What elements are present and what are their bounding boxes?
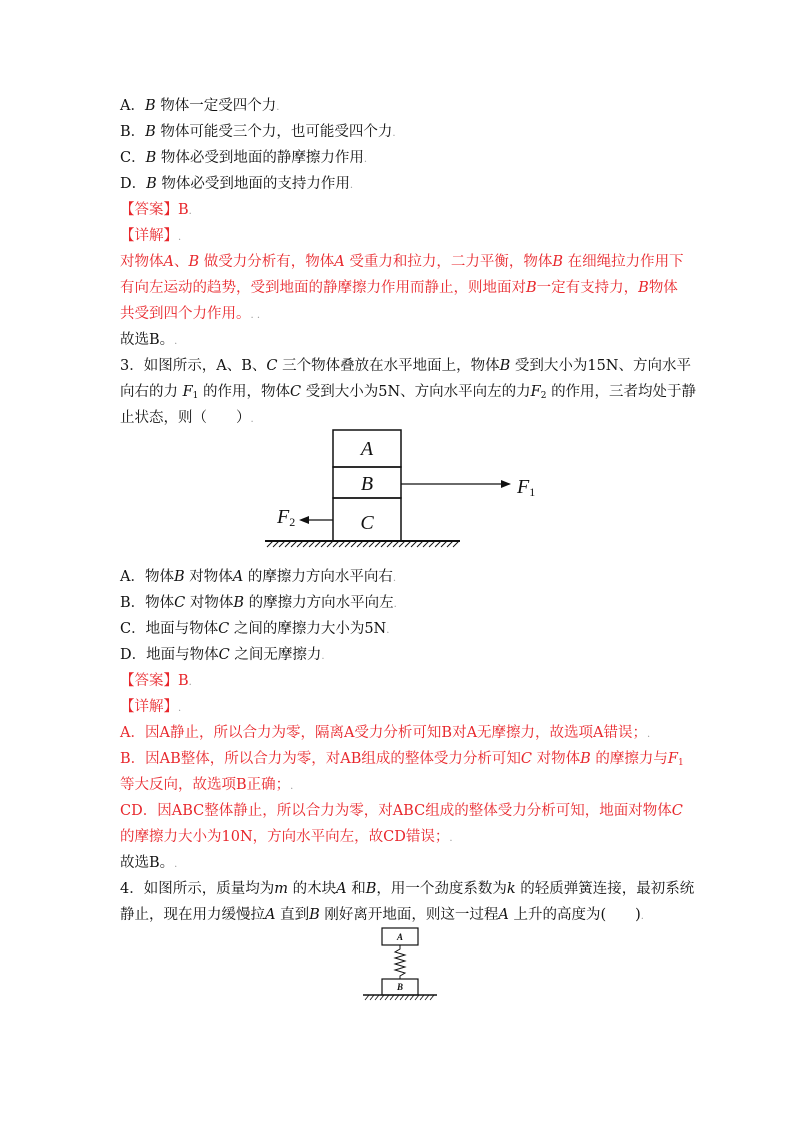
q3-label-b: B xyxy=(360,473,374,495)
q3-detail-cd-line2: 的摩擦力大小为10N，方向水平向左，故CD错误；. xyxy=(120,829,453,845)
q2-option-a: A．B 物体一定受四个力. xyxy=(120,98,280,114)
q4-stem-line1: 4．如图所示，质量均为m 的木块A 和B，用一个劲度系数为k 的轻质弹簧连接，最初系统 xyxy=(120,881,695,897)
q2-detail-line2: 有向左运动的趋势，受到地面的静摩擦力作用而静止，则地面对B一定有支持力，B物体 xyxy=(120,280,678,296)
q4-stem-line2: 静止，现在用力缓慢拉A 直到B 刚好离开地面，则这一过程A 上升的高度为( ). xyxy=(120,907,644,923)
q3-force2-arrow xyxy=(299,516,333,524)
q3-detail-a: A．因A静止，所以合力为零，隔离A受力分析可知B对A无摩擦力，故选项A错误；. xyxy=(120,725,651,741)
q3-detail-label: 【详解】. xyxy=(120,699,182,715)
q2-option-b: B．B 物体可能受三个力，也可能受四个力. xyxy=(120,124,396,140)
q3-option-a: A．物体B 对物体A 的摩擦力方向水平向右. xyxy=(120,569,397,585)
q2-answer: 【答案】B. xyxy=(120,202,192,218)
q3-force2-label: F2 xyxy=(277,506,296,529)
q3-figure xyxy=(255,425,555,560)
q3-label-c: C xyxy=(360,512,374,534)
q3-stem-line2: 向右的力 $F_1$ 的作用，物体C 受到大小为5N、方向水平向左的力$F_2$ 的作用，三者均处于静 xyxy=(120,384,697,401)
q3-force1-arrow xyxy=(401,480,511,488)
q3-option-b: B．物体C 对物体B 的摩擦力方向水平向左. xyxy=(120,595,397,611)
q3-detail-b-line2: 等大反向，故选项B正确；. xyxy=(120,777,294,793)
q4-label-a: A xyxy=(396,932,404,942)
q2-detail-line1: 对物体A、B 做受力分析有，物体A 受重力和拉力，二力平衡，物体B 在细绳拉力作用下 xyxy=(120,254,684,270)
q3-stem-line1: 3．如图所示，A、B、C 三个物体叠放在水平地面上，物体B 受到大小为15N、方向水平 xyxy=(120,358,691,374)
q2-detail-line3: 共受到四个力作用。. . xyxy=(120,306,261,322)
q3-detail-b-line1: B．因AB整体，所以合力为零，对AB组成的整体受力分析可知C 对物体B 的摩擦力与$F_1$ xyxy=(120,751,684,768)
q2-detail-label: 【详解】. xyxy=(120,228,182,244)
q2-option-c: C．B 物体必受到地面的静摩擦力作用. xyxy=(120,150,368,166)
q3-stem-line3: 止状态，则（ ）. xyxy=(120,410,254,426)
q3-conclusion: 故选B。. xyxy=(120,855,178,871)
q3-option-c: C．地面与物体C 之间的摩擦力大小为5N. xyxy=(120,621,390,637)
q4-label-b: B xyxy=(396,982,404,992)
q3-option-d: D．地面与物体C 之间无摩擦力. xyxy=(120,647,325,663)
q3-label-a: A xyxy=(360,438,374,460)
q4-ground xyxy=(363,995,437,1000)
q3-detail-cd-line1: CD．因ABC整体静止，所以合力为零，对ABC组成的整体受力分析可知，地面对物体C xyxy=(120,803,683,819)
q3-answer: 【答案】B. xyxy=(120,673,192,689)
q4-figure xyxy=(355,925,455,1005)
q4-spring xyxy=(395,945,405,979)
q2-conclusion: 故选B。. xyxy=(120,332,178,348)
q2-option-d: D．B 物体必受到地面的支持力作用. xyxy=(120,176,354,192)
q3-force1-label: F1 xyxy=(517,476,536,499)
q3-ground xyxy=(265,541,460,547)
